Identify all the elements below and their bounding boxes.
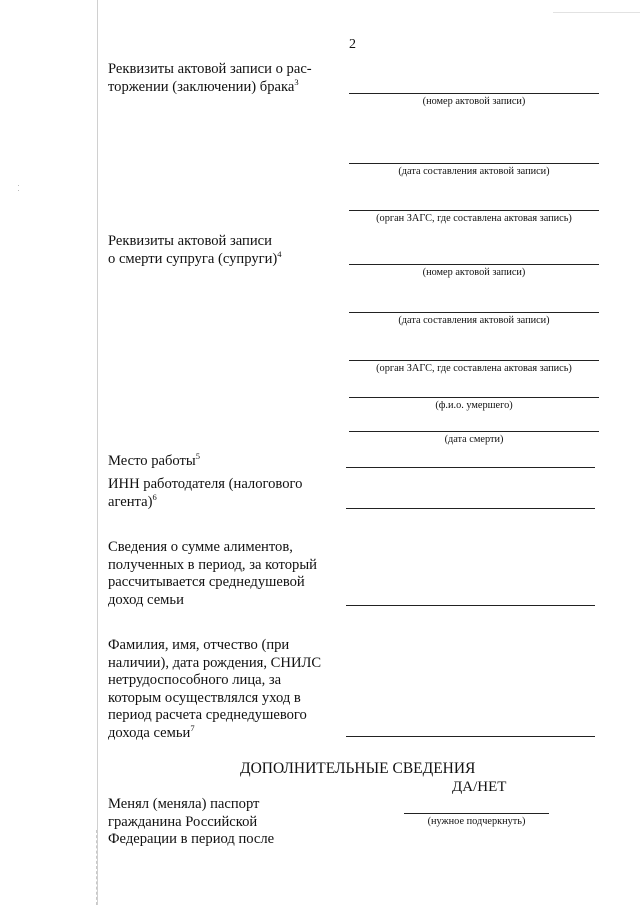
workplace-label bbox=[108, 453, 200, 471]
scan-speck bbox=[18, 185, 19, 186]
yes-no-options[interactable]: ДА/НЕТ bbox=[452, 779, 507, 795]
footnote-ref: 5 bbox=[195, 451, 200, 461]
employer-inn-field[interactable] bbox=[346, 508, 595, 509]
footnote-ref: 3 bbox=[294, 76, 299, 87]
caption: (дата смерти) bbox=[444, 434, 504, 445]
caption: (дата составления актовой записи) bbox=[398, 166, 550, 177]
label-line: Менял (меняла) паспорт bbox=[108, 796, 260, 812]
alimony-field[interactable] bbox=[346, 605, 595, 606]
additional-info-heading: ДОПОЛНИТЕЛЬНЫЕ СВЕДЕНИЯ bbox=[240, 760, 476, 777]
label-line: полученных в период, за который bbox=[108, 556, 317, 573]
label-line: рассчитывается среднедушевой bbox=[108, 574, 305, 590]
label-line: дохода семьи$^7$ bbox=[108, 722, 195, 741]
death-date-field[interactable] bbox=[349, 431, 599, 432]
caption: (ф.и.о. умершего) bbox=[435, 400, 513, 411]
label-line: гражданина Российской bbox=[108, 813, 258, 830]
marriage-act-registry-field[interactable] bbox=[349, 210, 599, 211]
label-line: доход семьи bbox=[108, 591, 184, 608]
label-line: Место работы$^5$ bbox=[108, 451, 200, 469]
label-line: агента)$^6$ bbox=[108, 491, 157, 510]
caption: (орган ЗАГС, где составлена актовая запись) bbox=[376, 363, 572, 374]
scan-edge-mark bbox=[553, 0, 640, 13]
label-line: период расчета среднедушевого bbox=[108, 707, 307, 723]
label-line: о смерти супруга (супруги)$^4$ bbox=[108, 248, 282, 267]
death-act-date-field[interactable] bbox=[349, 312, 599, 313]
footnote-ref: 4 bbox=[277, 248, 282, 259]
alimony-label bbox=[108, 539, 317, 609]
label-line: ИНН работодателя (налогового bbox=[108, 476, 303, 492]
death-act-registry-field[interactable] bbox=[349, 360, 599, 361]
passport-change-label bbox=[108, 796, 274, 849]
caption: (номер актовой записи) bbox=[422, 96, 526, 107]
passport-answer-field[interactable] bbox=[404, 813, 549, 814]
dependent-care-field[interactable] bbox=[346, 736, 595, 737]
marriage-act-number-field[interactable] bbox=[349, 93, 599, 94]
caption: (дата составления актовой записи) bbox=[398, 315, 550, 326]
marriage-act-date-field[interactable] bbox=[349, 163, 599, 164]
caption: (номер актовой записи) bbox=[422, 267, 526, 278]
caption: (нужное подчеркнуть) bbox=[427, 816, 526, 827]
dependent-care-label bbox=[108, 637, 321, 742]
death-act-label bbox=[108, 233, 282, 268]
label-line: нетрудоспособного лица, за bbox=[108, 672, 282, 688]
label-line: наличии), дата рождения, СНИЛС bbox=[108, 654, 322, 671]
label-line: Фамилия, имя, отчество (при bbox=[108, 637, 290, 653]
label-line: Сведения о сумме алиментов, bbox=[108, 539, 293, 555]
employer-inn-label bbox=[108, 476, 302, 511]
label-line: Реквизиты актовой записи о рас- bbox=[108, 61, 312, 77]
footnote-ref: 6 bbox=[152, 491, 157, 502]
label-line: Федерации в период после bbox=[108, 831, 275, 847]
page-number: 2 bbox=[349, 37, 356, 52]
workplace-field[interactable] bbox=[346, 467, 595, 468]
marriage-act-label bbox=[108, 61, 312, 96]
margin-rule bbox=[97, 0, 98, 905]
footnote-ref: 7 bbox=[190, 722, 195, 733]
scan-speck bbox=[18, 190, 19, 191]
label-line: которым осуществлялся уход в bbox=[108, 689, 301, 706]
label-line: торжении (заключении) брака$^3$ bbox=[108, 76, 299, 95]
death-act-number-field[interactable] bbox=[349, 264, 599, 265]
margin-dashed-rule bbox=[96, 830, 97, 905]
deceased-name-field[interactable] bbox=[349, 397, 599, 398]
caption: (орган ЗАГС, где составлена актовая запись) bbox=[376, 213, 572, 224]
label-line: Реквизиты актовой записи bbox=[108, 233, 272, 249]
